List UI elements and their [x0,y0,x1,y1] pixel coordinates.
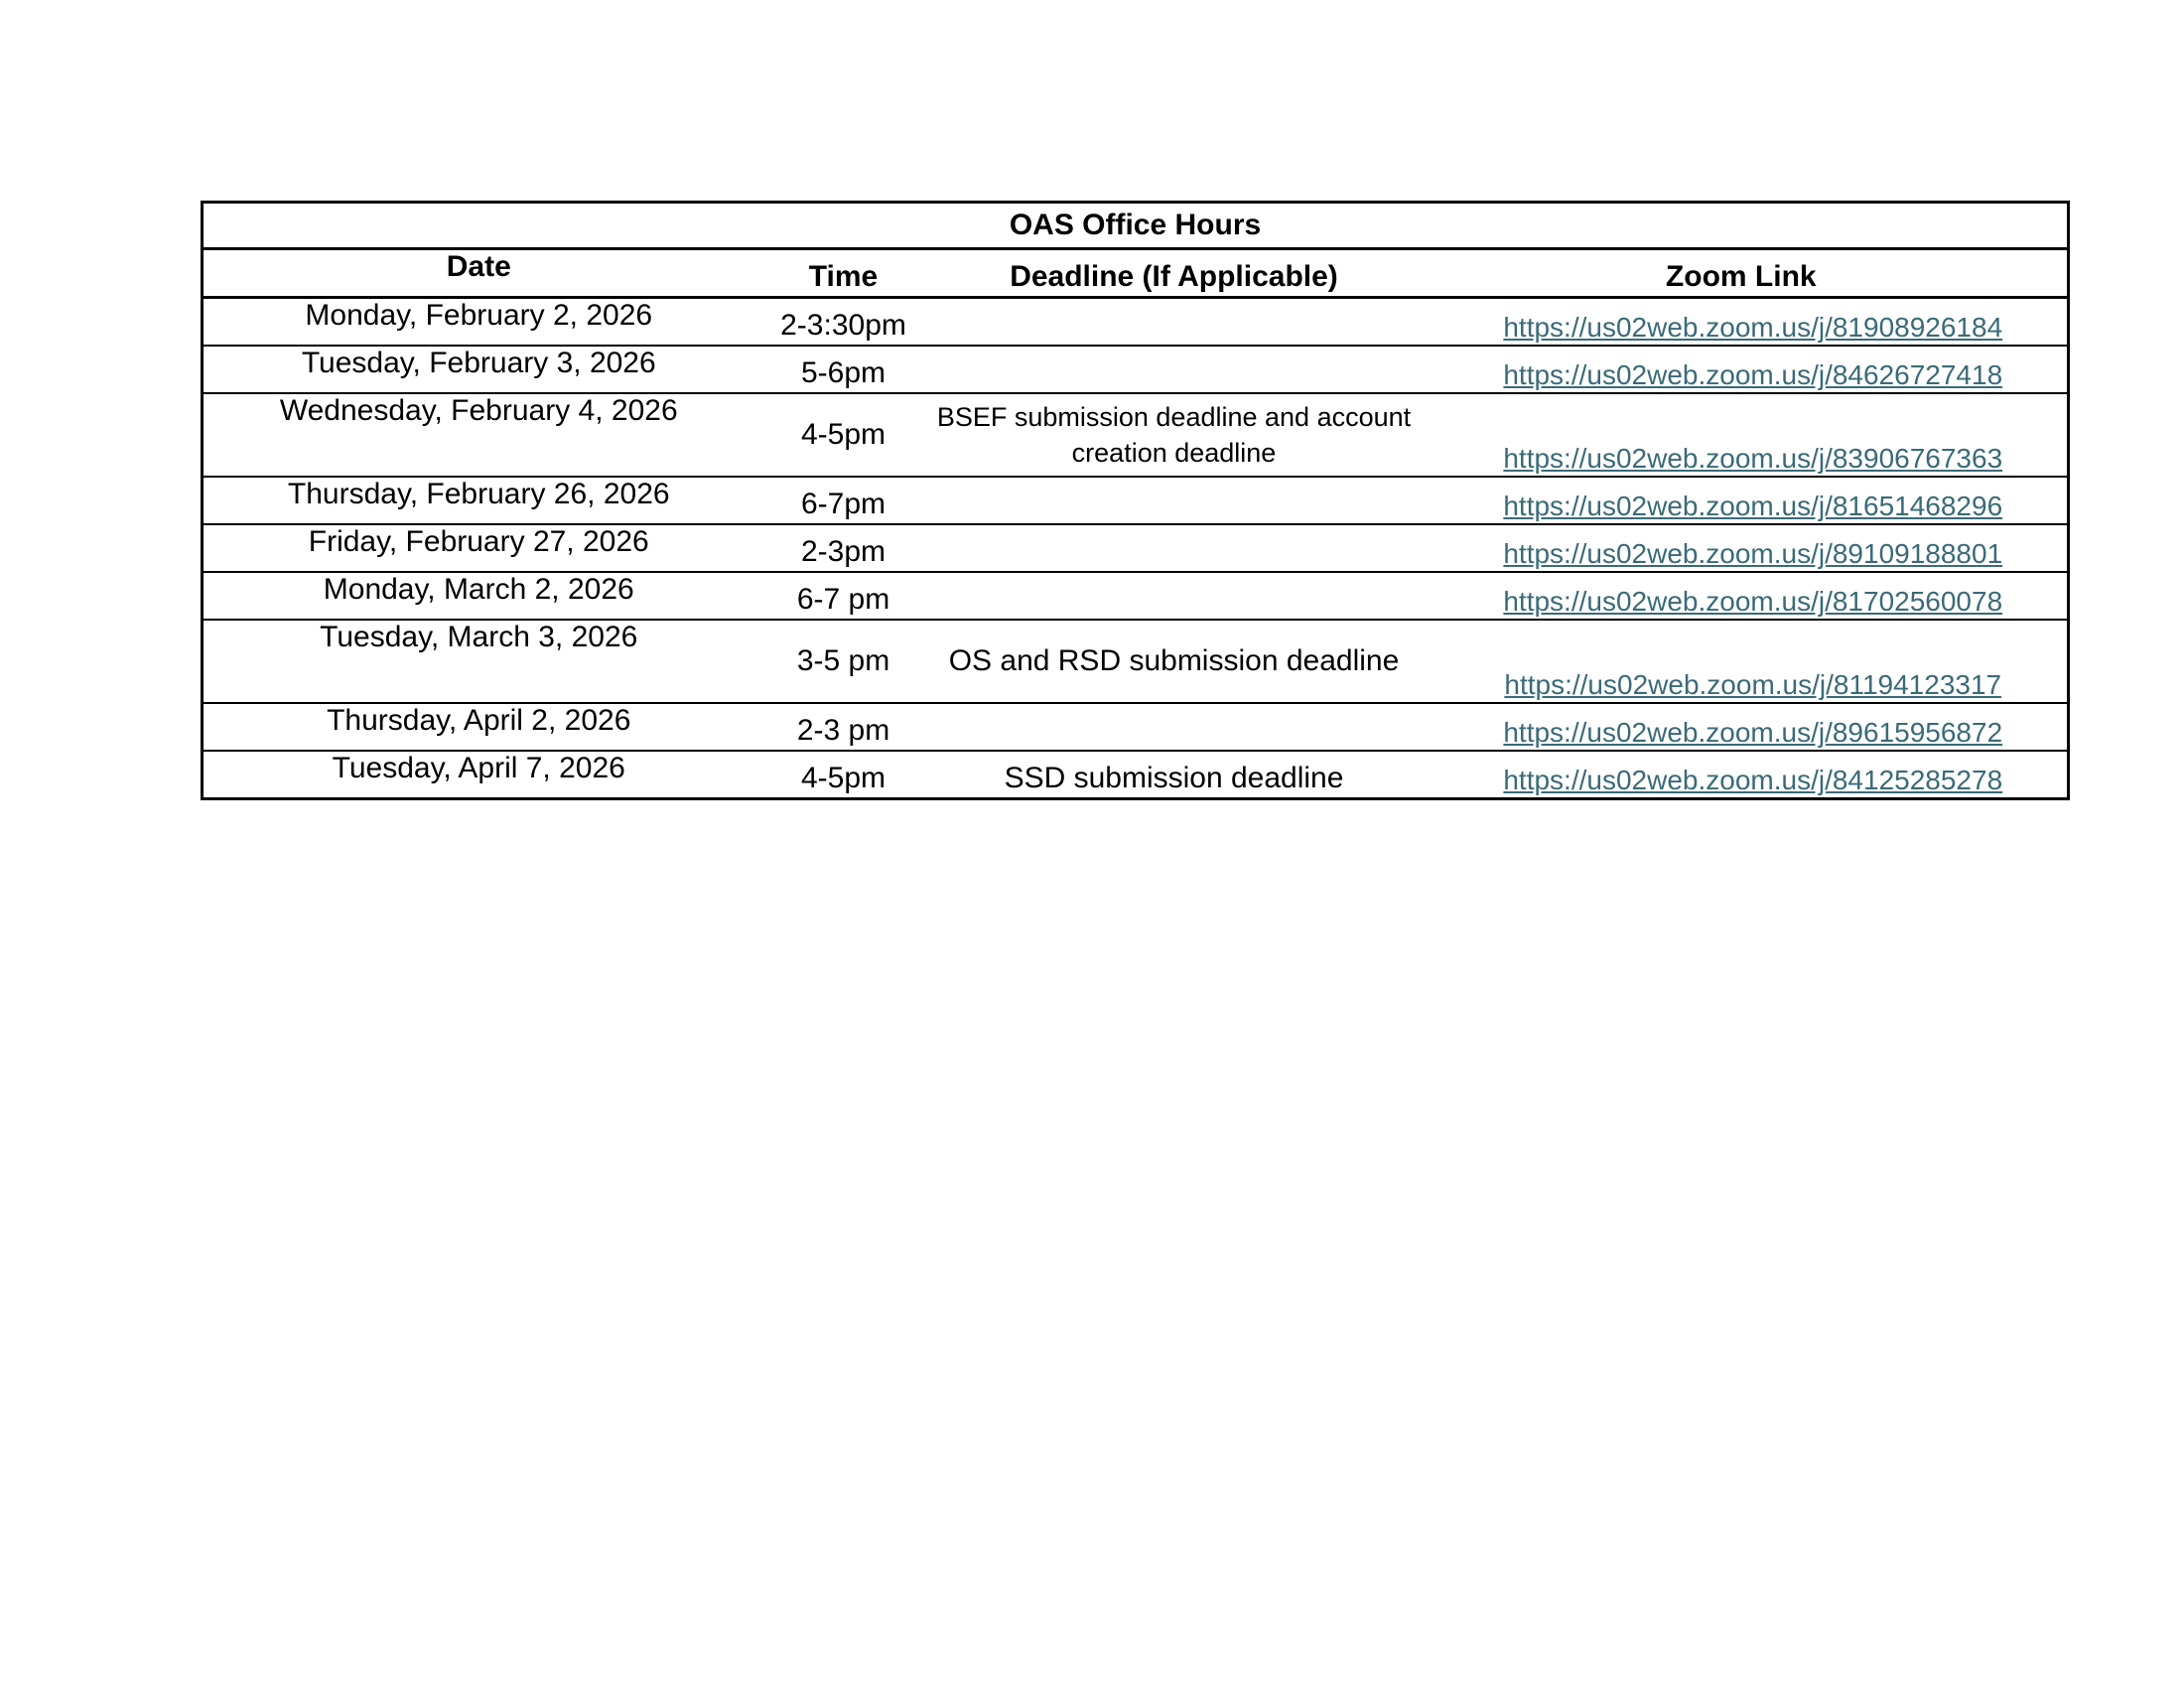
deadline-cell [933,477,1416,524]
zoom-cell [1416,751,2069,799]
table-header-row [203,249,2069,298]
time-cell: 2-3 pm [754,703,933,751]
header-date: Date [203,249,754,298]
zoom-link[interactable]: https://us02web.zoom.us/j/81651468296 [1503,490,2003,521]
deadline-cell [933,524,1416,572]
date-cell: Tuesday, February 3, 2026 [203,346,754,393]
time-cell: 4-5pm [800,761,887,794]
table-row [203,703,2069,751]
time-cell: 2-3pm [754,524,933,572]
date-cell: Tuesday, April 7, 2026 [332,752,625,784]
zoom-link[interactable]: https://us02web.zoom.us/j/81908926184 [1503,311,2003,343]
table-row [203,572,2069,620]
header-deadline: Deadline (If Applicable) [933,249,1416,298]
date-cell: Wednesday, February 4, 2026 [203,393,754,477]
table-title-row [203,203,2069,249]
date-cell: Monday, February 2, 2026 [203,298,754,347]
table-row [203,346,2069,393]
zoom-link[interactable]: https://us02web.zoom.us/j/84125285278 [1503,764,2003,795]
zoom-link[interactable]: https://us02web.zoom.us/j/89109188801 [1503,537,2003,569]
zoom-cell [1416,477,2069,524]
office-hours-table [201,201,2070,800]
table-row [203,620,2069,703]
zoom-link[interactable]: https://us02web.zoom.us/j/84626727418 [1503,358,2003,390]
deadline-cell: OS and RSD submission deadline [933,620,1416,703]
date-cell: Monday, March 2, 2026 [203,572,754,620]
table-row [203,751,2069,799]
time-cell: 3-5 pm [754,620,933,703]
table-title: OAS Office Hours [203,203,2069,249]
table-row [203,477,2069,524]
zoom-link[interactable]: https://us02web.zoom.us/j/81194123317 [1504,668,2002,700]
zoom-cell [1416,524,2069,572]
date-cell: Thursday, February 26, 2026 [203,477,754,524]
table-row [203,298,2069,347]
time-cell: 4-5pm [754,393,933,477]
deadline-cell [933,346,1416,393]
date-cell: Tuesday, March 3, 2026 [203,620,754,703]
header-zoom-link: Zoom Link [1416,249,2069,298]
time-cell: 6-7pm [754,477,933,524]
date-cell: Friday, February 27, 2026 [203,524,754,572]
deadline-cell [933,572,1416,620]
table-row [203,524,2069,572]
zoom-cell [1416,393,2069,477]
table-row [203,393,2069,477]
office-hours-sheet [201,201,2067,800]
zoom-link[interactable]: https://us02web.zoom.us/j/81702560078 [1503,585,2003,617]
zoom-cell [1416,703,2069,751]
deadline-cell: SSD submission deadline [1004,761,1344,794]
time-cell: 5-6pm [754,346,933,393]
deadline-cell [933,298,1416,347]
zoom-cell [1416,298,2069,347]
zoom-cell [1416,620,2069,703]
zoom-link[interactable]: https://us02web.zoom.us/j/83906767363 [1503,442,2003,474]
time-cell: 6-7 pm [754,572,933,620]
deadline-cell [933,703,1416,751]
zoom-cell [1416,572,2069,620]
deadline-cell: BSEF submission deadline and account creation deadline [933,393,1416,477]
header-time: Time [754,249,933,298]
zoom-cell [1416,346,2069,393]
date-cell: Thursday, April 2, 2026 [203,703,754,751]
time-cell: 2-3:30pm [754,298,933,347]
zoom-link[interactable]: https://us02web.zoom.us/j/89615956872 [1503,716,2003,748]
